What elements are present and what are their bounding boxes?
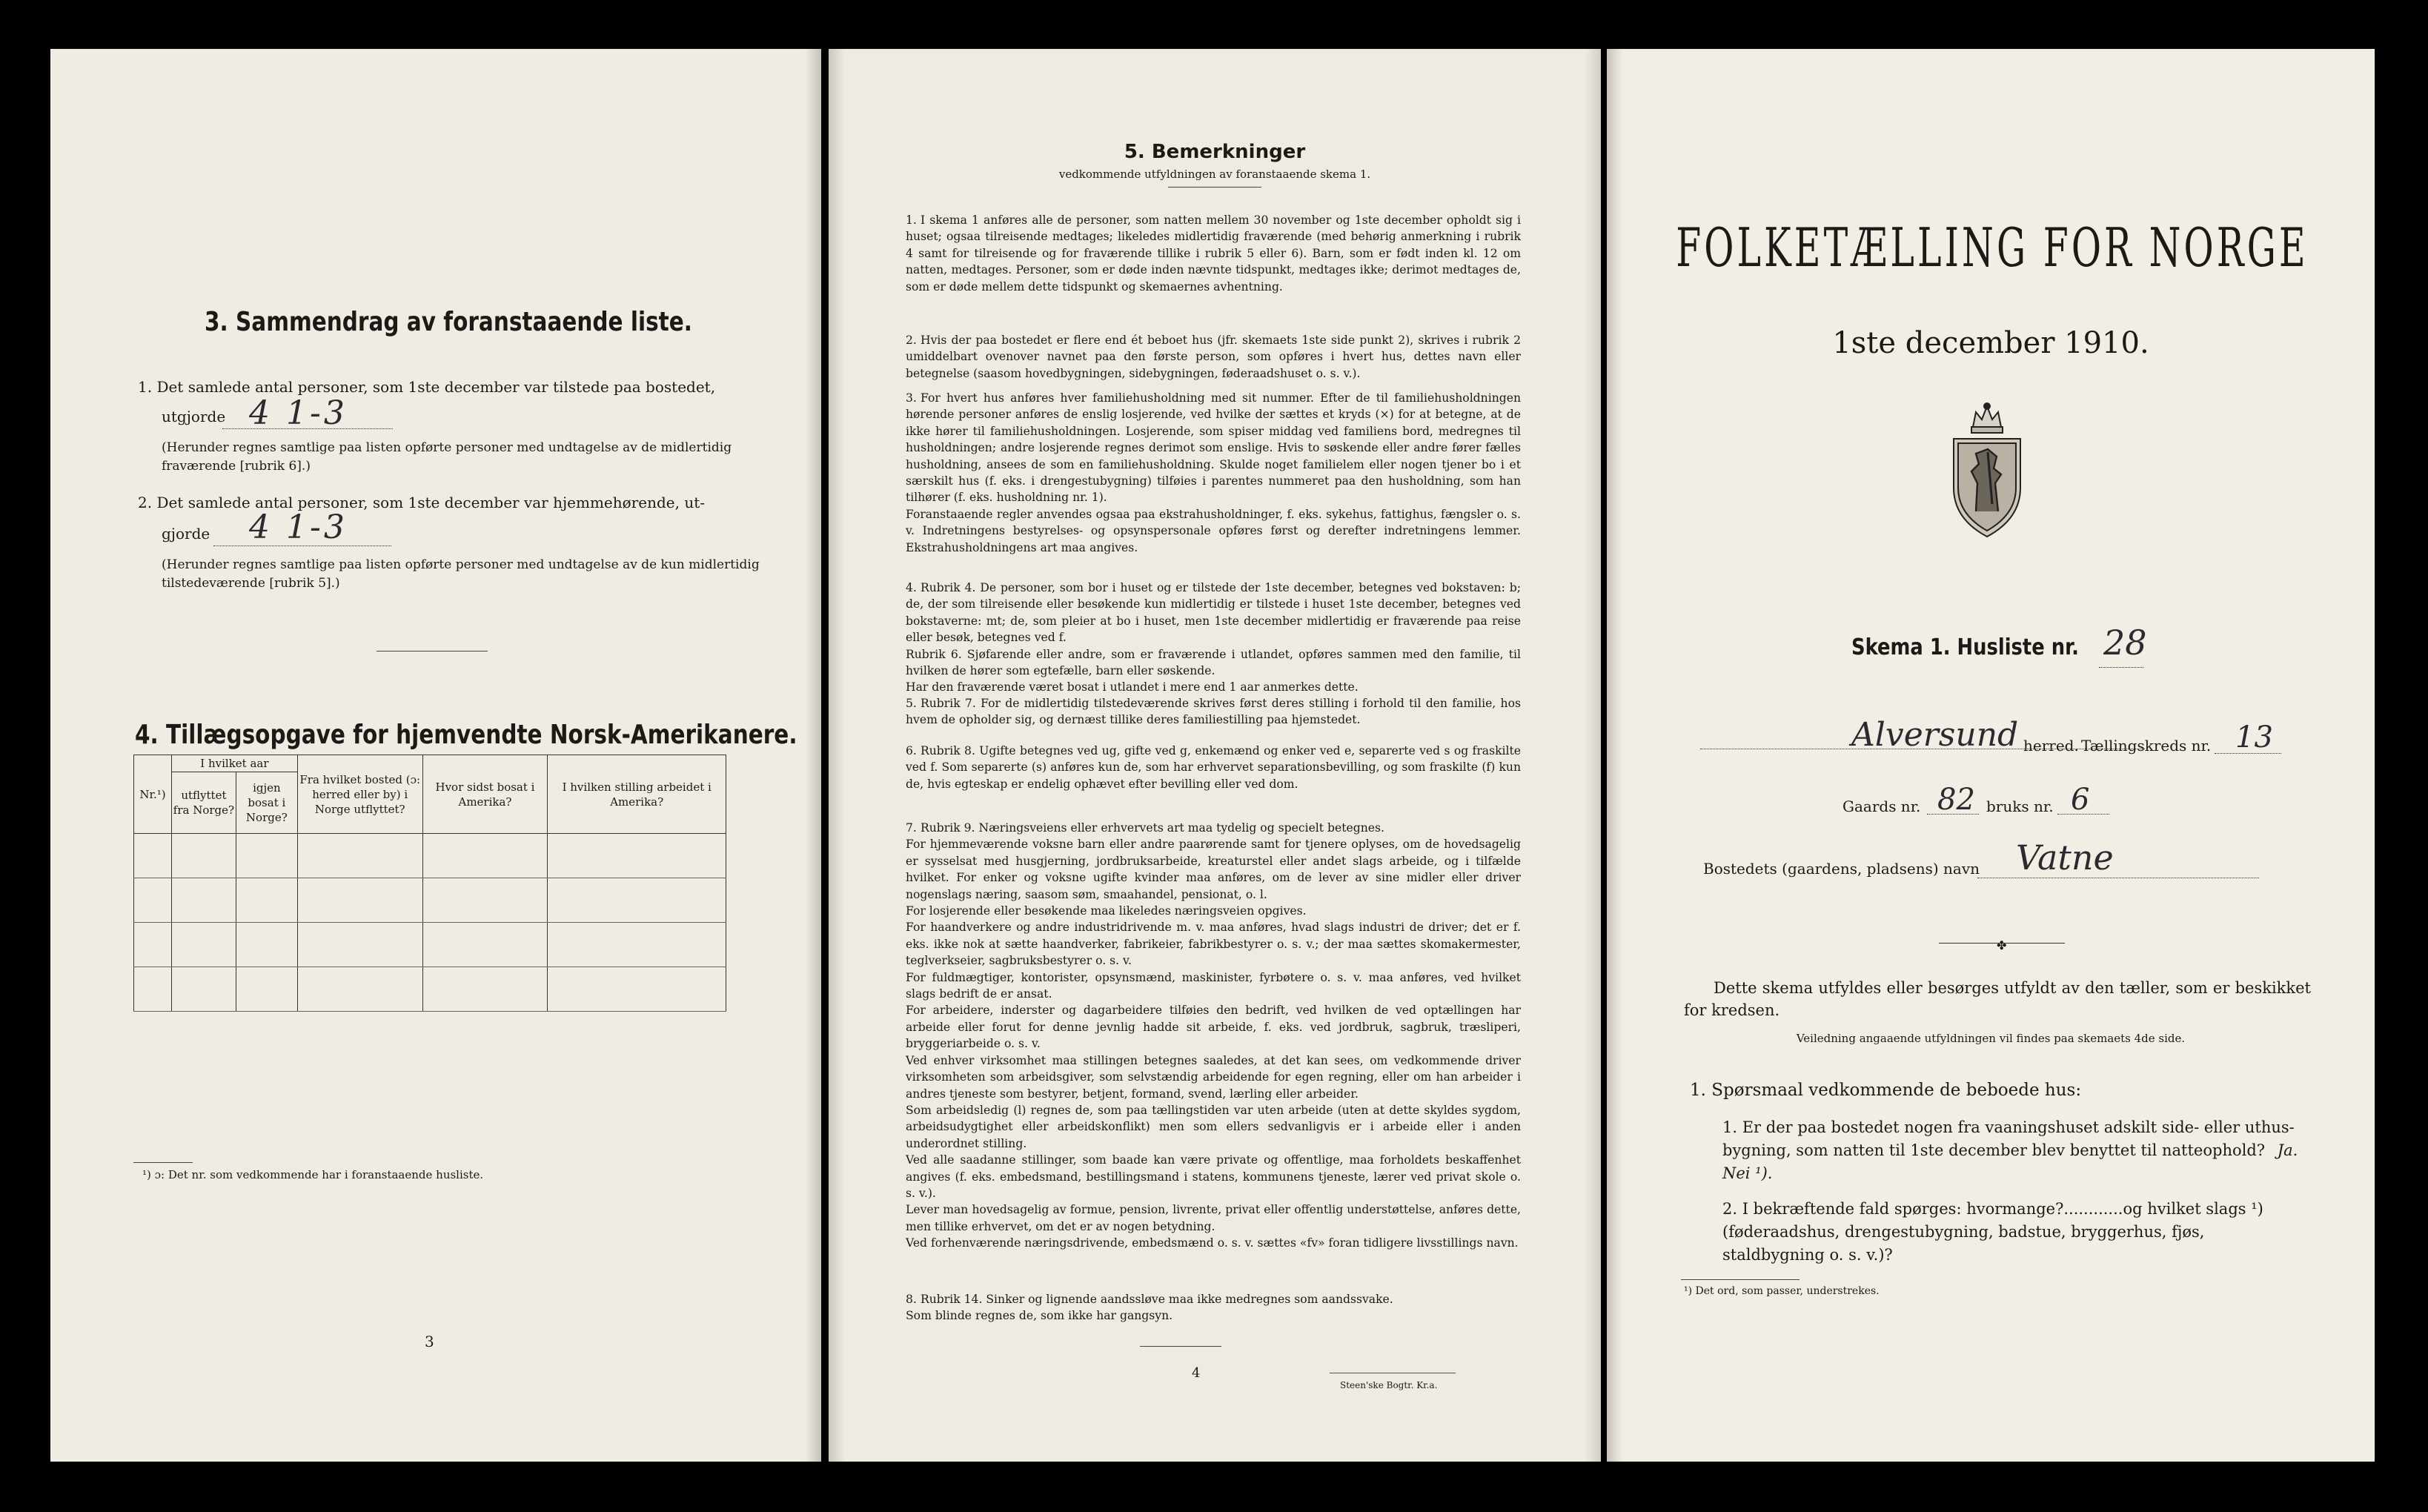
question-1-title: 1. Spørsmaal vedkommende de beboede hus:: [1690, 1081, 2082, 1100]
remark-item: [906, 743, 1521, 792]
remark-number: 8.: [906, 1293, 917, 1306]
summary-item-2-prefix: gjorde: [162, 525, 210, 543]
kreds-value: 13: [2235, 720, 2273, 755]
bosted-value: Vatne: [2016, 838, 2114, 878]
schema-label: Skema 1. Husliste nr.: [1851, 634, 2079, 660]
main-title: FOLKETÆLLING FOR NORGE: [1676, 216, 2309, 279]
remark-text: Hvis der paa bostedet er flere end ét beboet hus (jfr. skemaets 1ste side punkt 2), skrives i rubrik 2 umiddelbart ovenover navnet paa den første person, som opføres i hvert hus, dettes navn eller betegnelse (saasom hovedbygningen, sidebygningen, føderaadshuset o. s. v.).: [906, 334, 1521, 380]
instruction-text: Dette skema utfyldes eller besørges utfyldt av den tæller, som er beskikket for kredsen.: [1684, 979, 2311, 1019]
col-stilling-header: I hvilken stilling arbeidet i Amerika?: [548, 755, 726, 834]
remark-text: Rubrik 9. Næringsveiens eller erhvervets art maa tydelig og specielt betegnes. For hjemmeværende voksne barn eller andre paarørende samt for tjenere oplyses, om de hovedsagelig er sysselsat med husgjerning, jordbruksarbeide, kreaturstel eller andet slags arbeide, og i tilfælde hvilket. For enker og voksne ugifte kvinder maa anføres, om de lever av sine midler eller driver nogenslags næring, saasom søm, smaahandel, pensionat, o. l. For losjerende eller besøkende maa likeledes næringsveien opgives. For haandverkere og andre industridrivende m. v. maa anføres, hvad slags industri de driver; det er f. eks. ikke nok at sætte haandverker, fabrikeier, fabrikbestyrer o. s. v.; der maa sættes skomakermester, teglverkseier, sagbruksbestyrer o. s. v. For fuldmægtiger, kontorister, opsynsmænd, maskinister, fyrbøtere o. s. v. maa anføres, ved hvilket slags bedrift de er ansat. For arbeidere, inderster og dagarbeidere tilføies den bedrift, ved hvilken de ved optællingen har arbeide eller forut for denne jevnlig hadde sit arbeide, f. eks. ved jordbruk, sagbruk, træsliperi, bryggeriarbeide o. s. v. Ved enhver virksomhet maa stillingen betegnes saaledes, at det kan sees, om vedkommende driver virksomheten som arbeidsgiver, som selvstændig arbeidende for egen regning, eller om han arbeider i andres tjeneste som bestyrer, betjent, formand, svend, lærling eller arbeider. Som arbeidsledig (l) regnes de, som paa tællingstiden var uten arbeide (uten at dette skyldes sygdom, arbeidsudygtighet eller arbeidskonflikt) men som ellers sedvanligvis er i arbeide eller i anden underordnet stilling. Ved alle saadanne stillinger, som baade kan være private og offentlige, maa forholdets beskaffenhet angives (f. eks. embedsmand, bestillingsmand i statens, kommunens tjeneste, lærer ved privat skole o. s. v.). Lever man hovedsagelig av formue, pension, livrente, privat eller offentlig understøttelse, anføres dette, men tillike erhvervet, om det er av nogen betydning. Ved forhenværende næringsdrivende, embedsmænd o. s. v. sættes «fv» foran tidligere livsstillings navn.: [906, 821, 1521, 1250]
remarks-title: 5. Bemerkninger: [1124, 141, 1306, 163]
divider: [1168, 187, 1261, 188]
divider: [1140, 1346, 1221, 1347]
page-fold-shadow: [805, 49, 821, 1462]
table-row: [134, 878, 726, 923]
remark-item: [906, 212, 1521, 295]
norsk-amerikanere-table: [133, 755, 726, 1012]
question-1-1: [1722, 1116, 2301, 1185]
summary-item-1-text: 1. Det samlede antal personer, som 1ste december var tilstede paa bostedet,: [138, 378, 716, 396]
ornament-icon: ✤: [1997, 938, 2007, 952]
remark-number: 3.: [906, 391, 917, 405]
remark-text: I skema 1 anføres alle de personer, som natten mellem 30 november og 1ste december opholdt sig i huset; ogsaa tilreisende medtages; likeledes midlertidig fraværende (med behørig anmerkning i rubrik 4 samt for tilreisende og for fraværende tillike i rubrik 5 eller 6). Barn, som er født inden kl. 12 om natten, medtages. Personer, som er døde inden nævnte tidspunkt, medtages ikke; derimot medtages de, som er døde mellem dette tidspunkt og skemaernes avhentning.: [906, 213, 1521, 294]
gaards-label: Gaards nr.: [1842, 798, 1921, 815]
section-4-title: 4. Tillægsopgave for hjemvendte Norsk-Amerikanere.: [135, 720, 797, 750]
summary-item-2-value: 4 1-3: [249, 508, 348, 546]
remarks-subtitle: vedkommende utfyldningen av foranstaaende skema 1.: [1058, 168, 1371, 181]
husliste-line: [2099, 667, 2143, 668]
table-row: [134, 834, 726, 878]
remark-item: [906, 820, 1521, 1252]
page-number: 3: [425, 1333, 434, 1350]
remark-text: Rubrik 14. Sinker og lignende aandssløve maa ikke medregnes som aandssvake. Som blinde regnes de, som ikke har gangsyn.: [906, 1293, 1393, 1323]
page-3: [50, 49, 821, 1462]
gaards-value: 82: [1937, 783, 1975, 817]
page-4: [829, 49, 1601, 1462]
page-fold-shadow: [1585, 49, 1601, 1462]
remark-text: Rubrik 7. For de midlertidig tilstedeværende skrives først deres stilling i forhold til den familie, hos hvem de opholder sig, og dernæst tillike deres familiestilling paa hjemstedet.: [906, 697, 1521, 727]
bosted-label: Bostedets (gaardens, pladsens) navn: [1703, 860, 1980, 878]
kreds-label: Tællingskreds nr.: [2081, 737, 2212, 755]
remark-number: 5.: [906, 697, 917, 710]
remark-number: 1.: [906, 213, 917, 227]
page-number: 4: [1192, 1365, 1201, 1381]
remark-text: For hvert hus anføres hver familiehusholdning med sit nummer. Efter de til familiehusholdningen hørende personer anføres de enslig losjerende, ved hvilke der sættes et kryds (×) for at betegne, at de ikke hører til familiehusholdningen. Losjerende, som spiser middag ved familiens bord, medregnes til husholdningen; andre losjerende regnes derimot som enslige. Hvis to søskende eller andre fører fælles husholdning, ansees de som en familiehusholdning. Skulde noget familielem eller nogen tjener bo i et særskilt hus (f. eks. i drengestubygning) tilføies i parentes nummeret paa den husholdning, som han tilhører (f. eks. husholdning nr. 1). Foranstaaende regler anvendes ogsaa paa ekstrahusholdninger, f. eks. sykehus, fattighus, fængsler o. s. v. Indretningens bestyrelses- og opsynspersonale opføres først og derefter indretningens lemmer. Ekstrahusholdningens art maa angives.: [906, 391, 1521, 554]
question-1-2: 2. I bekræftende fald spørges: hvormange?............og hvilket slags ¹) (føderaadshus, drengestubygning, badstue, bryggerhus, fjøs, staldbygning o. s. v.)?: [1722, 1200, 2263, 1264]
herred-label: herred.: [2023, 737, 2079, 755]
remark-text: Rubrik 8. Ugifte betegnes ved ug, gifte ved g, enkemænd og enker ved e, separerte ved s og fraskilte ved f. Som separerte (s) anføres kun de, som har erhvervet separationsbevilling, og som fraskilte (f) kun de, hvis egteskap er endelig ophævet efter bevilling eller ved dom.: [906, 744, 1521, 791]
remark-item: [906, 332, 1521, 382]
remark-number: 4.: [906, 581, 917, 594]
guidance-text: Veiledning angaaende utfyldningen vil findes paa skemaets 4de side.: [1796, 1032, 2186, 1045]
remark-item: [906, 1291, 1521, 1324]
col-hvor-header: Hvor sidst bosat i Amerika?: [422, 755, 548, 834]
question-1-1-text: 1. Er der paa bostedet nogen fra vaaningshuset adskilt side- eller uthus-bygning, som natten til 1ste december blev benyttet til natteophold?: [1722, 1118, 2295, 1159]
summary-item-2-note: (Herunder regnes samtlige paa listen opførte personer med undtagelse av de kun midlertidig tilstedeværende [rubrik 5].): [162, 557, 760, 591]
remark-number: 2.: [906, 334, 917, 347]
summary-item-2-text: 2. Det samlede antal personer, som 1ste december var hjemmehørende, ut-: [138, 494, 705, 511]
bruks-value: 6: [2071, 783, 2090, 817]
census-date: 1ste december 1910.: [1832, 326, 2149, 360]
remark-text: Rubrik 4. De personer, som bor i huset og er tilstede der 1ste december, betegnes ved bokstaven: b; de, der som tilreisende eller besøkende kun midlertidig er tilstede i huset 1ste december, betegnes ved bokstaverne: mt; de, som pleier at bo i huset, men 1ste december midlertidig er fraværende paa reise eller besøk, betegnes ved f. Rubrik 6. Sjøfarende eller andre, som er fraværende i utlandet, opføres sammen med den familie, til hvilken de hører som egtefælle, barn eller søskende. Har den fraværende været bosat i utlandet i mere end 1 aar anmerkes dette.: [906, 581, 1521, 694]
bruks-label: bruks nr.: [1986, 798, 2054, 815]
coat-of-arms-icon: [1943, 400, 2031, 540]
col-igjen-header: igjen bosat i Norge?: [236, 772, 297, 834]
footnote: ¹) Det ord, som passer, understrekes.: [1684, 1285, 1880, 1297]
remark-number: 6.: [906, 744, 917, 757]
col-nr-header: Nr.¹): [134, 755, 172, 834]
husliste-number: 28: [2103, 623, 2147, 663]
col-utflyttet-header: utflyttet fra Norge?: [171, 772, 236, 834]
page-fold-shadow: [1607, 49, 1623, 1462]
remark-number: 7.: [906, 821, 917, 835]
remark-item: [906, 580, 1521, 696]
question-1-1-answer: Ja. Nei ¹).: [1722, 1141, 2298, 1182]
page-1-front: [1607, 49, 2375, 1462]
page-fold-shadow: [829, 49, 845, 1462]
col-fra-header: Fra hvilket bosted (ɔ: herred eller by) i Norge utflyttet?: [297, 755, 422, 834]
summary-item-1-note: (Herunder regnes samtlige paa listen opførte personer med undtagelse av de midlertidig fraværende [rubrik 6].): [162, 440, 732, 474]
summary-item-1-prefix: utgjorde: [162, 408, 226, 425]
col-group-header: I hvilket aar: [171, 755, 297, 772]
herred-value: Alversund: [1851, 716, 2019, 754]
remark-item: [906, 390, 1521, 556]
table-row: [134, 967, 726, 1012]
footnote-rule: [133, 1162, 193, 1163]
footnote-rule: [1681, 1279, 1800, 1280]
table-row: [134, 923, 726, 967]
section-3-title: 3. Sammendrag av foranstaaende liste.: [205, 307, 692, 337]
footnote: ¹) ɔ: Det nr. som vedkommende har i foranstaaende husliste.: [142, 1168, 484, 1181]
remark-item: [906, 695, 1521, 729]
summary-item-1-value: 4 1-3: [249, 394, 348, 432]
printer-imprint: Steen'ske Bogtr. Kr.a.: [1340, 1380, 1438, 1390]
